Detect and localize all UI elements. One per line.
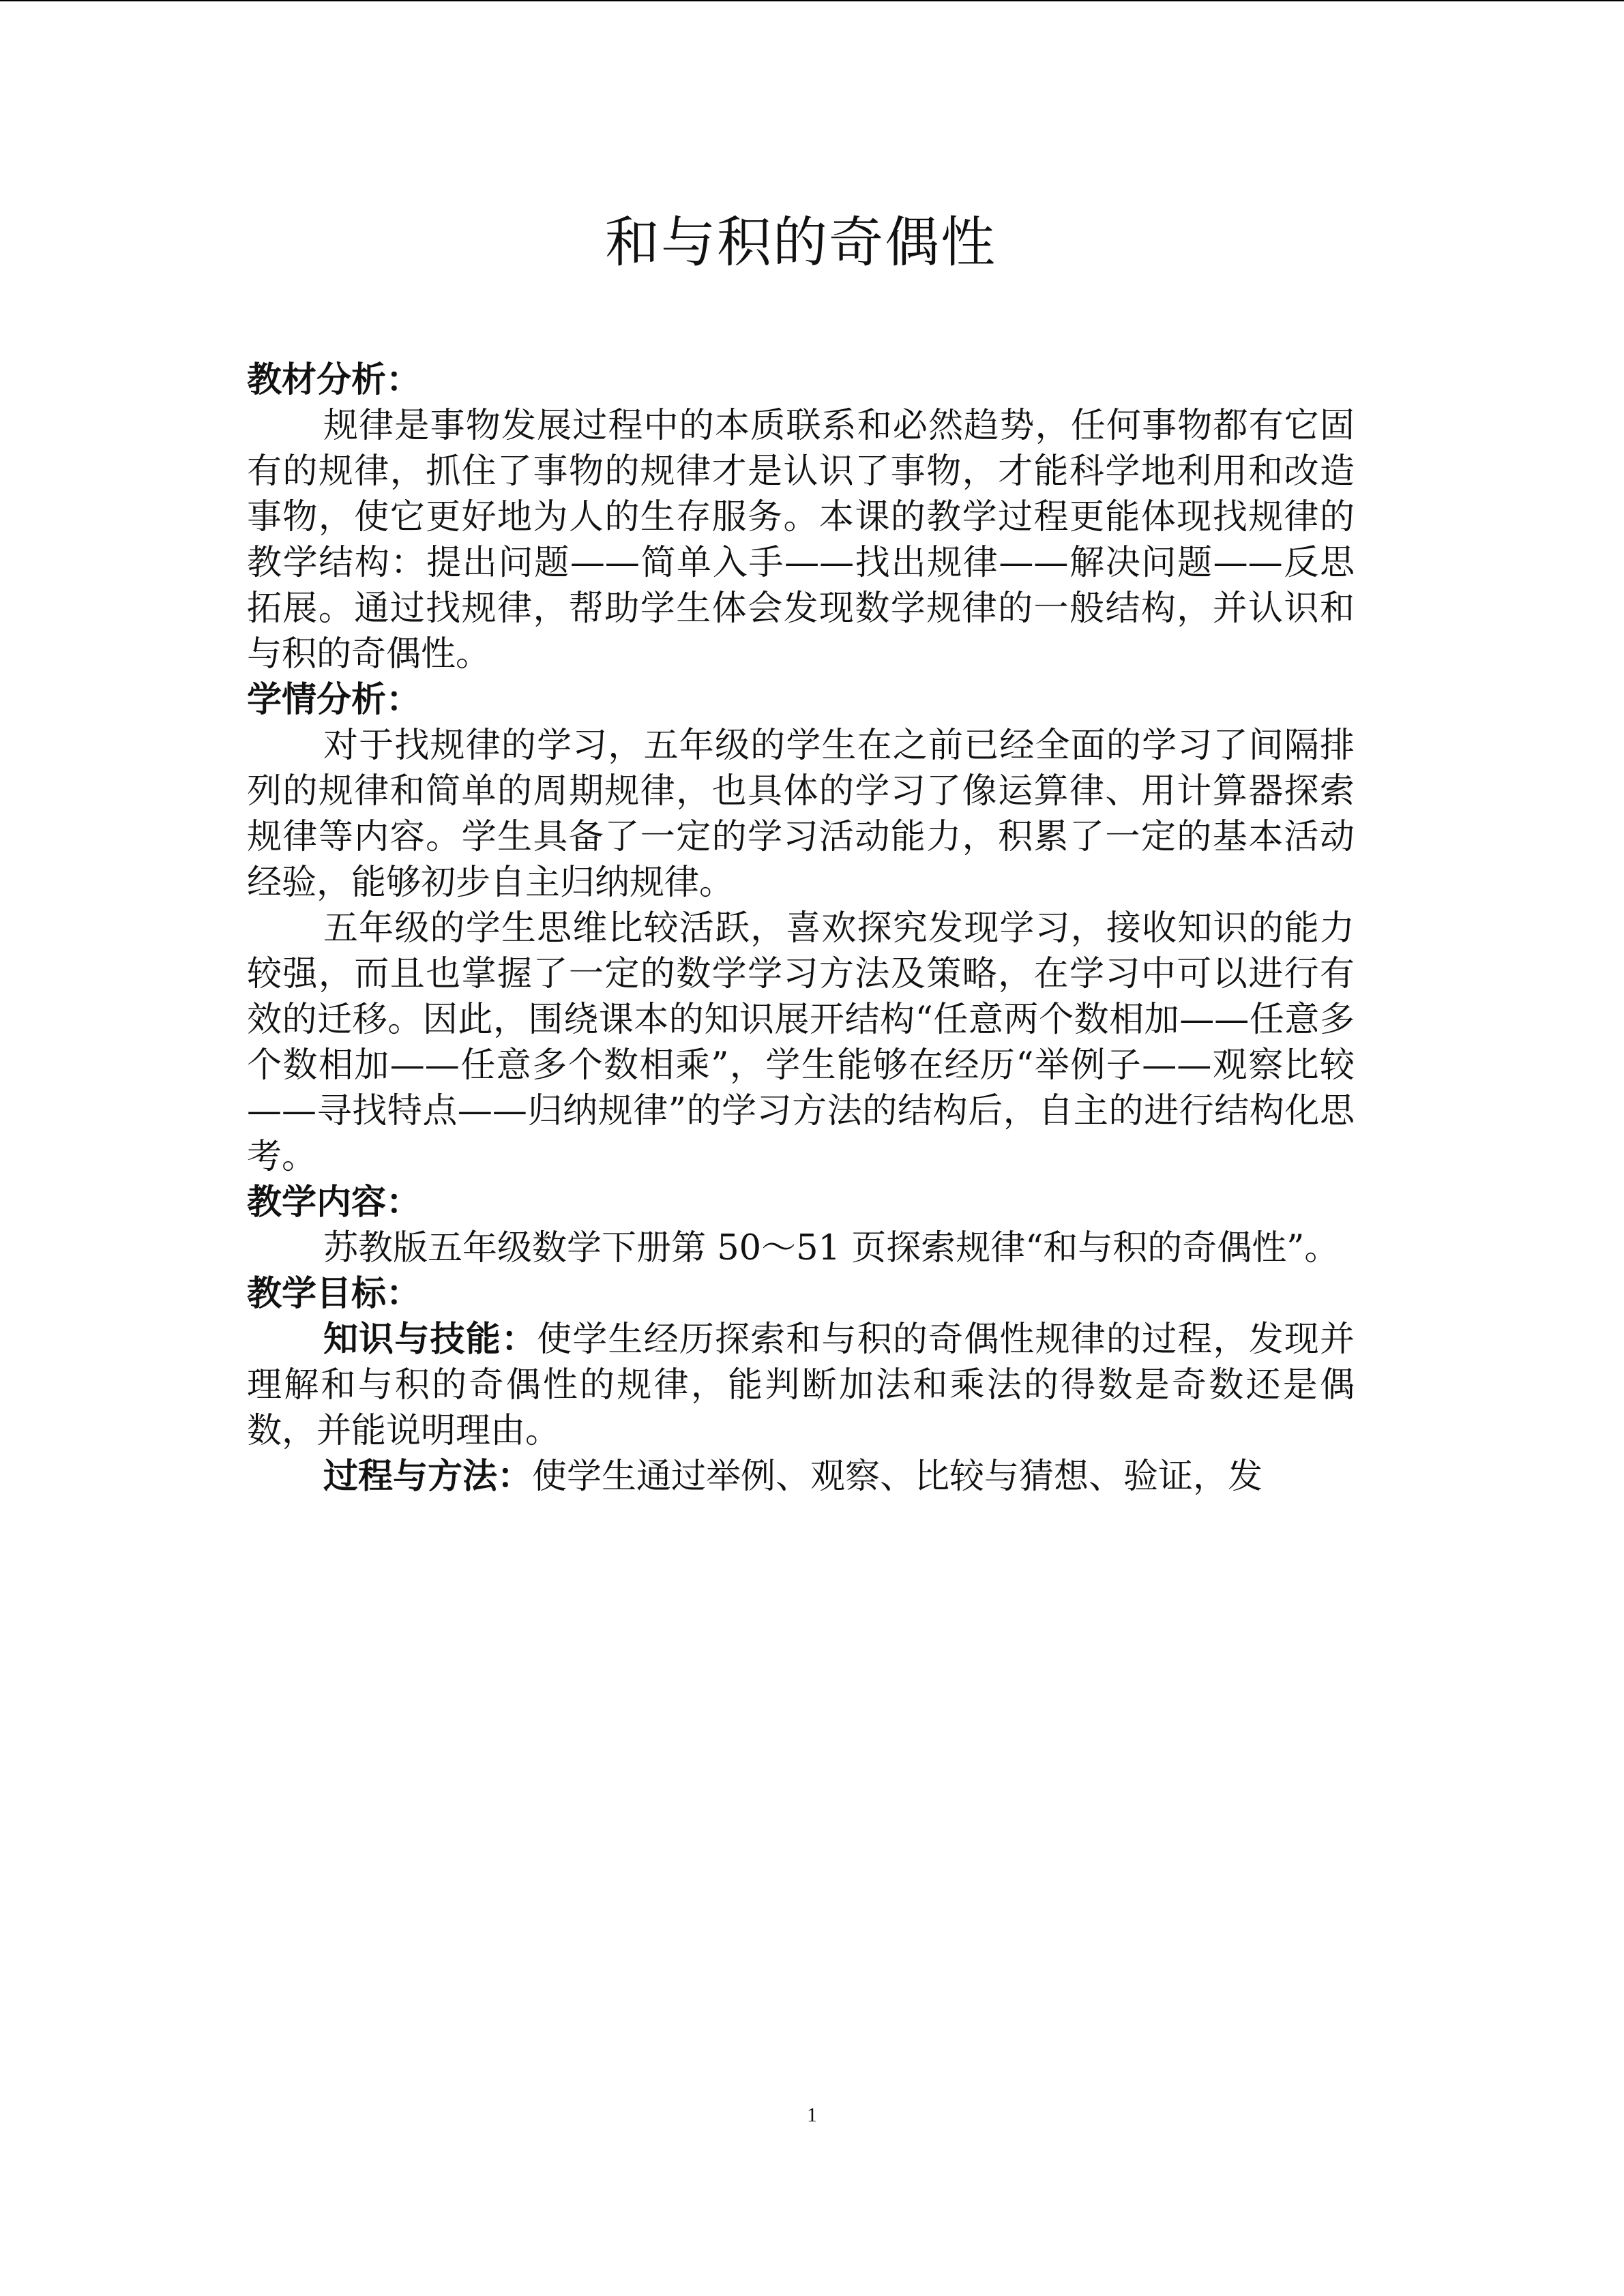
page-number: 1 (807, 2104, 817, 2126)
teaching-content-paragraph: 苏教版五年级数学下册第 50～51 页探索规律“和与积的奇偶性”。 (323, 1228, 1340, 1268)
goal-process-paragraph (247, 1454, 1355, 1500)
student-analysis-paragraph-1: 对于找规律的学习，五年级的学生在之前已经全面的学习了间隔排列的规律和简单的周期规律，也具体的学习了像运算律、用计算器探索规律等内容。学生具备了一定的学习活动能力，积累了一定的基本活动经验，能够初步自主归纳规律。 (247, 726, 1355, 903)
page-content (247, 202, 1355, 1500)
goal-knowledge-text: 使学生经历探索和与积的奇偶性规律的过程，发现并理解和与积的奇偶性的规律，能判断加法和乘法的得数是奇数还是偶数，并能说明理由。 (247, 1320, 1355, 1451)
goal-knowledge-label: 知识与技能： (323, 1320, 537, 1360)
page-title: 和与积的奇偶性 (605, 211, 996, 274)
goal-process-label: 过程与方法： (323, 1457, 533, 1497)
material-analysis-paragraph: 规律是事物发展过程中的本质联系和必然趋势，任何事物都有它固有的规律，抓住了事物的规律才是认识了事物，才能科学地利用和改造事物，使它更好地为人的生存服务。本课的教学过程更能体现找规律的教学结构：提出问题——简单入手——找出规律——解决问题——反思拓展。通过找规律，帮助学生体会发现数学规律的一般结构，并认识和与积的奇偶性。 (247, 406, 1355, 674)
heading-student-analysis: 学情分析： (247, 680, 422, 720)
goal-process-text: 使学生通过举例、观察、比较与猜想、验证，发 (532, 1457, 1263, 1497)
heading-teaching-content: 教学内容： (247, 1182, 422, 1223)
heading-teaching-goals: 教学目标： (247, 1274, 422, 1314)
heading-material-analysis: 教材分析： (247, 360, 422, 400)
goal-knowledge-paragraph (247, 1317, 1355, 1454)
student-analysis-paragraph-2: 五年级的学生思维比较活跃，喜欢探究发现学习，接收知识的能力较强，而且也掌握了一定的数学学习方法及策略，在学习中可以进行有效的迁移。因此，围绕课本的知识展开结构“任意两个数相加——任意多个数相加——任意多个数相乘”，学生能够在经历“举例子——观察比较——寻找特点——归纳规律”的学习方法的结构后，自主的进行结构化思考。 (247, 908, 1355, 1177)
